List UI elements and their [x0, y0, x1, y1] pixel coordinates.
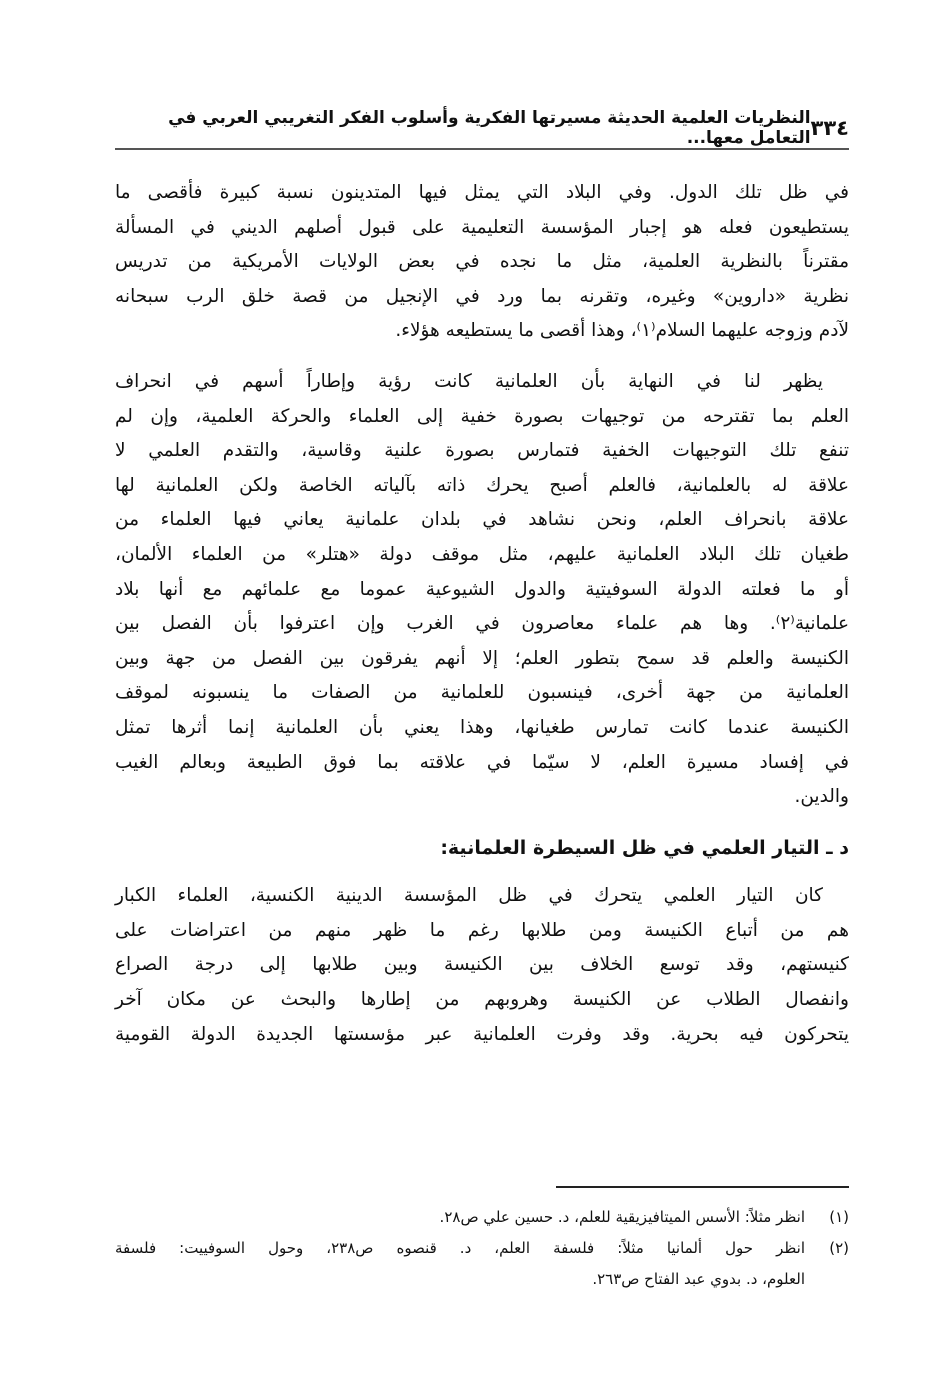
running-title: النظريات العلمية الحديثة مسيرتها الفكرية وأسلوب الفكر التغريبي العربي في التعامل معها... — [168, 108, 811, 148]
text-line: هم من أتباع الكنيسة ومن طلابها رغم ما ظهر منهم من اعتراضات على — [115, 919, 849, 941]
main-text — [115, 176, 849, 1068]
footnote-line: انظر مثلاً: الأسس الميتافيزيقية للعلم، د. حسين علي ص٢٨. — [439, 1208, 805, 1226]
footnotes — [115, 1202, 849, 1295]
text-line: يستطيعون فعله هو إجبار المؤسسة التعليمية على قبول أصلهم الديني في المسألة — [115, 216, 849, 238]
running-header — [115, 108, 849, 148]
paragraph — [115, 879, 849, 1052]
text-line: طغيان تلك البلاد العلمانية عليهم، مثل موقف دولة «هتلر» من العلماء الألمان، — [115, 543, 849, 565]
text-line: الكنيسة عندما كانت تمارس طغيانها، وهذا يعني بأن العلمانية إنما أثرها تمثل — [115, 716, 849, 738]
text-line: يتحركون فيه بحرية. وقد وفرت العلمانية عبر مؤسستها الجديدة الدولة القومية — [115, 1023, 849, 1045]
footnote-divider — [556, 1186, 849, 1188]
text-line: كنيستهم، وقد توسع الخلاف بين الكنيسة وبين طلابها إلى درجة الصراع — [115, 954, 849, 976]
text-line: علاقة له بالعلمانية، فالعلم أصبح يحرك ذاته بآلياته الخاصة ولكن العلمانية لها — [115, 474, 849, 496]
text-line: كان التيار العلمي يتحرك في ظل المؤسسة الدينية الكنسية، العلماء الكبار — [115, 885, 823, 907]
text-line: علمانية⁽٢⁾. وها هم علماء معاصرون في الغرب وإن اعترفوا بأن الفصل بين — [115, 613, 849, 635]
page-number: ٣٣٤ — [810, 116, 849, 140]
footnote — [115, 1202, 849, 1233]
paragraph — [115, 365, 849, 815]
footnote-line: العلوم، د. بدوي عبد الفتاح ص٢٦٣. — [592, 1270, 805, 1288]
text-line: لآدم وزوجه عليهما السلام⁽١⁾، وهذا أقصى ما يستطيعه هؤلاء. — [395, 320, 849, 342]
footnote-line: انظر حول ألمانيا مثلاً: فلسفة العلم، د. قنصوه ص٢٣٨، وحول السوفييت: فلسفة — [115, 1239, 805, 1257]
text-line: أو ما فعلته الدولة السوفيتية والدول الشيوعية عموما مع علمائهم مع أنها بلاد — [115, 578, 849, 600]
text-line: نظرية «داروين» وغيره، وتقرنه بما ورد في الإنجيل من قصة خلق الرب سبحانه — [115, 285, 849, 307]
text-line: علاقة بانحراف العلم، ونحن نشاهد في بلدان علمانية يعاني فيها العلماء من — [115, 509, 849, 531]
footnote-number: (١) — [829, 1208, 849, 1226]
text-line: يظهر لنا في النهاية بأن العلمانية كانت رؤية وإطاراً أسهم في انحراف — [115, 370, 823, 392]
text-line: والدين. — [794, 786, 849, 808]
text-line: تنفع تلك التوجيهات الخفية فتمارس بصورة علنية وقاسية، والتقدم العلمي لا — [115, 440, 849, 462]
text-line: في إفساد مسيرة العلم، لا سيّما في علاقته بما فوق الطبيعة وبعالم الغيب — [115, 751, 849, 773]
text-line: في ظل تلك الدول. وفي البلاد التي يمثل فيها المتدينون نسبة كبيرة فأقصى ما — [115, 182, 849, 203]
footnote-number: (٢) — [829, 1239, 849, 1257]
header-divider — [115, 148, 849, 150]
text-line: العلمانية من جهة أخرى، فينسبون للعلمانية من الصفات ما ينسبونه لموقف — [115, 682, 849, 704]
section-heading: د ـ التيار العلمي في ظل السيطرة العلمانية: — [440, 836, 849, 859]
text-line: العلم بما تقترحه من توجيهات بصورة خفية إلى العلماء والحركة العلمية، وإن لم — [115, 405, 849, 427]
footnote — [115, 1233, 849, 1295]
text-line: مقترناً بالنظرية العلمية، مثل ما نجده في بعض الولايات الأمريكية من تدريس — [115, 251, 849, 273]
text-line: وانفصال الطلاب عن الكنيسة وهروبهم من إطارها والبحث عن مكان آخر — [115, 989, 849, 1011]
text-line: الكنيسة والعلم قد سمح بتطور العلم؛ إلا أنهم يفرقون بين الفصل من جهة وبين — [115, 647, 849, 669]
paragraph — [115, 176, 849, 349]
